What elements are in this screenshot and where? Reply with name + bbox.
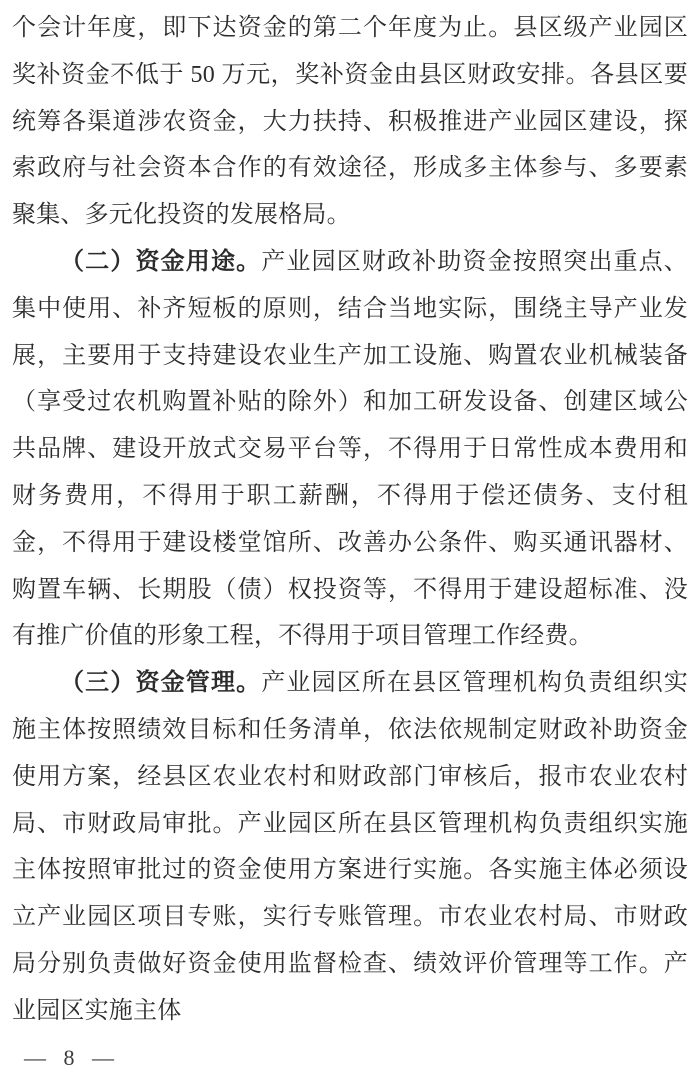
paragraph-text: 产业园区财政补助资金按照突出重点、集中使用、补齐短板的原则，结合当地实际，围绕主导产业发展，主要用于支持建设农业生产加工设施、购置农业机械装备（享受过农机购置补贴的除外）和加工研发设备、创建区域公共品牌、建设开放式交易平台等，不得用于日常性成本费用和财务费用，不得用于职工薪酬，不得用于偿还债务、支付租金，不得用于建设楼堂馆所、改善办公条件、购买通讯器材、购置车辆、长期股（债）权投资等，不得用于建设超标准、没有推广价值的形象工程，不得用于项目管理工作经费。 <box>12 248 688 650</box>
paragraph-text: 产业园区所在县区管理机构负责组织实施主体按照绩效目标和任务清单，依法依规制定财政补助资金使用方案，经县区农业农村和财政部门审核后，报市农业农村局、市财政局审批。产业园区所在县区管理机构负责组织实施主体按照审批过的资金使用方案进行实施。各实施主体必须设立产业园区项目专账，实行专账管理。市农业农村局、市财政局分别负责做好资金使用监督检查、绩效评价管理等工作。产业园区实施主体 <box>12 670 688 1024</box>
page-number: — 8 — <box>24 1044 120 1070</box>
paragraph-text: 个会计年度，即下达资金的第二个年度为止。县区级产业园区奖补资金不低于 50 万元，奖补资金由县区财政安排。各县区要统筹各渠道涉农资金，大力扶持、积极推进产业园区建设，探索政府与社会资本合作的有效途径，形成多主体参与、多要素聚集、多元化投资的发展格局。 <box>12 15 688 229</box>
paragraph-continuation <box>12 5 688 239</box>
section-heading: （二）资金用途。 <box>60 248 262 275</box>
paragraph-section-3 <box>12 660 688 1034</box>
section-heading: （三）资金管理。 <box>60 670 262 697</box>
paragraph-section-2 <box>12 239 688 660</box>
